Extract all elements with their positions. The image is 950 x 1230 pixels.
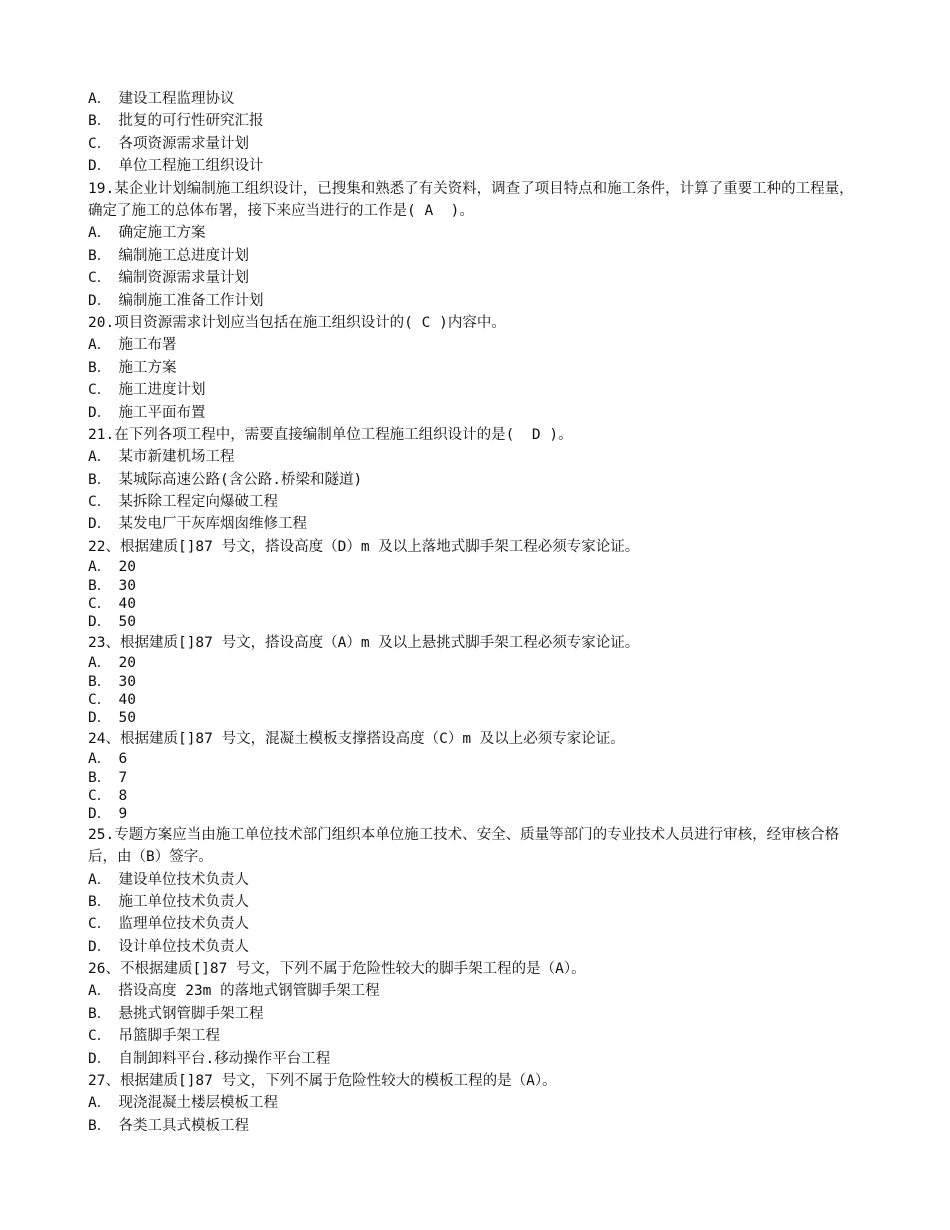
answer-option: A． 施工布署	[88, 337, 177, 354]
answer-option: B． 各类工具式模板工程	[88, 1117, 249, 1134]
answer-option: D． 自制卸料平台.移动操作平台工程	[88, 1050, 331, 1067]
answer-option: B． 编制施工总进度计划	[88, 247, 249, 264]
document-page	[88, 88, 868, 1137]
answer-option: D． 施工平面布置	[88, 404, 206, 421]
answer-option: B． 施工方案	[88, 359, 177, 376]
answer-option: D． 9	[88, 806, 128, 823]
answer-option: D． 编制施工准备工作计划	[88, 292, 264, 309]
answer-option: C． 吊篮脚手架工程	[88, 1028, 220, 1045]
answer-option: B． 某城际高速公路(含公路.桥梁和隧道)	[88, 471, 363, 488]
question-text: 20.项目资源需求计划应当包括在施工组织设计的( C )内容中。	[88, 314, 506, 331]
answer-option: C． 40	[88, 691, 136, 708]
answer-option: B． 施工单位技术负责人	[88, 893, 249, 910]
answer-option: C． 施工进度计划	[88, 382, 206, 399]
answer-option: B． 30	[88, 577, 136, 594]
answer-option: B． 30	[88, 673, 136, 690]
question-text: 26、不根据建质[]87 号文，下列不属于危险性较大的脚手架工程的是（A）。	[88, 961, 586, 978]
answer-option: A． 6	[88, 751, 128, 768]
answer-option: D． 单位工程施工组织设计	[88, 158, 264, 175]
answer-option: A． 20	[88, 559, 136, 576]
question-text: 25.专题方案应当由施工单位技术部门组织本单位施工技术、安全、质量等部门的专业技术人员进行审核，经审核合格后，由（B）签字。	[88, 826, 840, 866]
question-text: 24、根据建质[]87 号文，混凝土模板支撑搭设高度（C）m 及以上必须专家论证。	[88, 730, 625, 747]
answer-option: A． 建设单位技术负责人	[88, 871, 249, 888]
answer-option: A． 建设工程监理协议	[88, 91, 235, 107]
answer-option: A． 20	[88, 655, 136, 672]
answer-option: A． 某市新建机场工程	[88, 449, 235, 466]
answer-option: B． 悬挑式钢管脚手架工程	[88, 1005, 264, 1022]
answer-option: A． 搭设高度 23m 的落地式钢管脚手架工程	[88, 983, 380, 1000]
answer-option: C． 40	[88, 596, 136, 613]
answer-option: A． 确定施工方案	[88, 225, 206, 242]
answer-option: B． 批复的可行性研究汇报	[88, 113, 264, 130]
answer-option: D． 50	[88, 710, 136, 727]
question-text: 19.某企业计划编制施工组织设计，已搜集和熟悉了有关资料，调查了项目特点和施工条件，计算了重要工种的工程量，确定了施工的总体布署，接下来应当进行的工作是( A )。	[88, 180, 854, 219]
answer-option: D． 某发电厂干灰库烟囱维修工程	[88, 516, 307, 533]
answer-option: A． 现浇混凝土楼层模板工程	[88, 1095, 278, 1112]
question-text: 22、根据建质[]87 号文，搭设高度（D）m 及以上落地式脚手架工程必须专家论证。	[88, 538, 640, 555]
answer-option: C． 各项资源需求量计划	[88, 135, 249, 152]
answer-option: C． 8	[88, 787, 128, 804]
answer-option: B． 7	[88, 769, 128, 786]
question-text: 27、根据建质[]87 号文，下列不属于危险性较大的模板工程的是（A）。	[88, 1073, 557, 1090]
answer-option: C． 某拆除工程定向爆破工程	[88, 494, 278, 511]
answer-option: D． 50	[88, 614, 136, 631]
answer-option: C． 监理单位技术负责人	[88, 916, 249, 933]
question-text: 23、根据建质[]87 号文，搭设高度（A）m 及以上悬挑式脚手架工程必须专家论证。	[88, 634, 640, 651]
answer-option: D． 设计单位技术负责人	[88, 938, 249, 955]
answer-option: C． 编制资源需求量计划	[88, 270, 249, 287]
question-text: 21.在下列各项工程中，需要直接编制单位工程施工组织设计的是( D )。	[88, 426, 573, 443]
